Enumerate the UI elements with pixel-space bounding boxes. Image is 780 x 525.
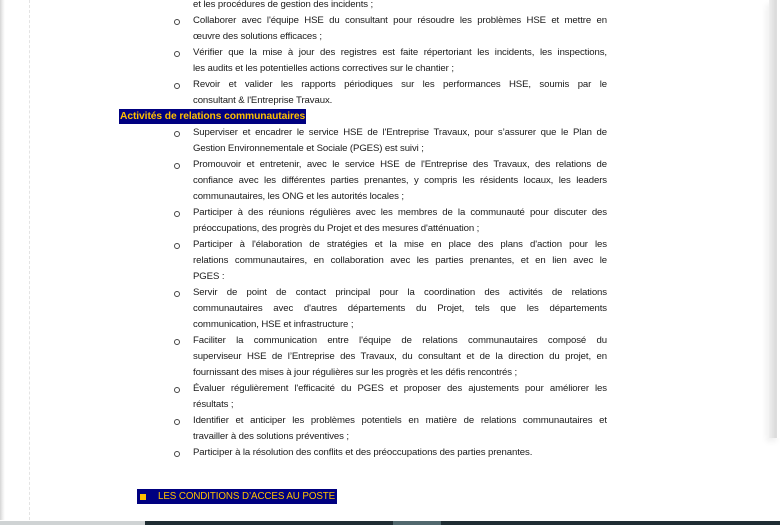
list-item-line: PGES : — [193, 271, 225, 282]
list-item-line: Participer à des réunions régulières avec les membres de la communauté pour discuter des — [193, 207, 607, 218]
list-item — [193, 237, 607, 285]
list-item-line: communautaires, les ONG et les autorités locales ; — [193, 191, 404, 202]
list-item-line: communication, HSE et infrastructure ; — [193, 319, 354, 330]
list-item — [193, 413, 607, 445]
list-item-line: Superviser et encadrer le service HSE de l'Entreprise Travaux, pour s’assurer que le Plan de — [193, 127, 607, 138]
list-item-line: confiance avec les différentes parties prenantes, y compris les résidents locaux, les leaders — [193, 175, 607, 186]
list-item — [193, 381, 607, 413]
taskbar-edge — [0, 521, 780, 525]
section-heading-access-conditions — [137, 489, 337, 504]
list-item-line: consultant & l'Entreprise Travaux. — [193, 95, 333, 106]
list-item-line: travailler à des solutions préventives ; — [193, 431, 349, 442]
list-item-line: œuvre des solutions efficaces ; — [193, 31, 322, 42]
hollow-circle-bullet-icon — [174, 445, 181, 452]
list-item — [193, 125, 607, 157]
hollow-circle-bullet-icon — [174, 381, 181, 388]
list-item — [193, 333, 607, 381]
taskbar-active-tab — [393, 521, 441, 525]
continuation-line: et les procédures de gestion des incidents ; — [193, 0, 374, 10]
hollow-circle-bullet-icon — [174, 205, 181, 212]
hollow-circle-bullet-icon — [174, 285, 181, 292]
subheading-community-relations: Activités de relations communautaires — [120, 111, 306, 122]
list-item-line: relations communautaires, en collaboration avec les parties prenantes, et en lien avec le — [193, 255, 607, 266]
list-item-line: Revoir et valider les rapports périodiques sur les performances HSE, soumis par le — [193, 79, 607, 90]
hollow-circle-bullet-icon — [174, 157, 181, 164]
list-item-line: préoccupations, des progrès du Projet et des mesures d'atténuation ; — [193, 223, 480, 234]
hollow-circle-bullet-icon — [174, 237, 181, 244]
hollow-circle-bullet-icon — [174, 45, 181, 52]
hollow-circle-bullet-icon — [174, 77, 181, 84]
list-item-line: résultats ; — [193, 399, 234, 410]
list-item-line: Participer à la résolution des conflits et des préoccupations des parties prenantes. — [193, 447, 533, 458]
list-item-line: Évaluer régulièrement l'efficacité du PGES et proposer des ajustements pour améliorer les — [193, 383, 607, 394]
list-item — [193, 445, 607, 461]
list-item — [193, 45, 607, 77]
list-item-line: les audits et les potentielles actions correctives sur le chantier ; — [193, 63, 454, 74]
hollow-circle-bullet-icon — [174, 13, 181, 20]
list-item — [193, 157, 607, 205]
list-item-line: fournissant des mises à jour régulières sur les progrès et les défis rencontrés ; — [193, 367, 518, 378]
margin-guide — [29, 0, 30, 520]
list-item-line: Participer à l'élaboration de stratégies et la mise en place des plans d'action pour les — [193, 239, 607, 250]
list-item-line: Vérifier que la mise à jour des registres est faite répertoriant les incidents, les inspections, — [193, 47, 607, 58]
square-bullet-icon — [140, 494, 146, 500]
page-left-edge — [0, 0, 5, 520]
section-heading-text: LES CONDITIONS D’ACCES AU POSTE — [158, 491, 336, 502]
hollow-circle-bullet-icon — [174, 333, 181, 340]
list-item-line: communautaires avec d'autres départements du Projet, tels que les départements — [193, 303, 607, 314]
taskbar-segment — [0, 521, 145, 525]
hollow-circle-bullet-icon — [174, 125, 181, 132]
list-item — [193, 13, 607, 45]
list-item — [193, 205, 607, 237]
hollow-circle-bullet-icon — [174, 413, 181, 420]
list-item-line: Servir de point de contact principal pour la coordination des activités de relations — [193, 287, 607, 298]
list-item-line: Collaborer avec l'équipe HSE du consultant pour résoudre les problèmes HSE et mettre en — [193, 15, 607, 26]
list-item-line: Identifier et anticiper les problèmes potentiels en matière de relations communautaires et — [193, 415, 607, 426]
list-item-line: Gestion Environnementale et Sociale (PGES) est suivi ; — [193, 143, 424, 154]
list-item-line: Promouvoir et entretenir, avec le service HSE de l'Entreprise des Travaux, des relations de — [193, 159, 607, 170]
list-item — [193, 77, 607, 109]
adjacent-page-edge — [769, 0, 780, 438]
list-item — [193, 285, 607, 333]
list-item-line: Faciliter la communication entre l'équipe de relations communautaires composé du — [193, 335, 607, 346]
list-item-line: superviseur HSE de l’Entreprise des Travaux, du consultant et de la direction du projet, en — [193, 351, 607, 362]
